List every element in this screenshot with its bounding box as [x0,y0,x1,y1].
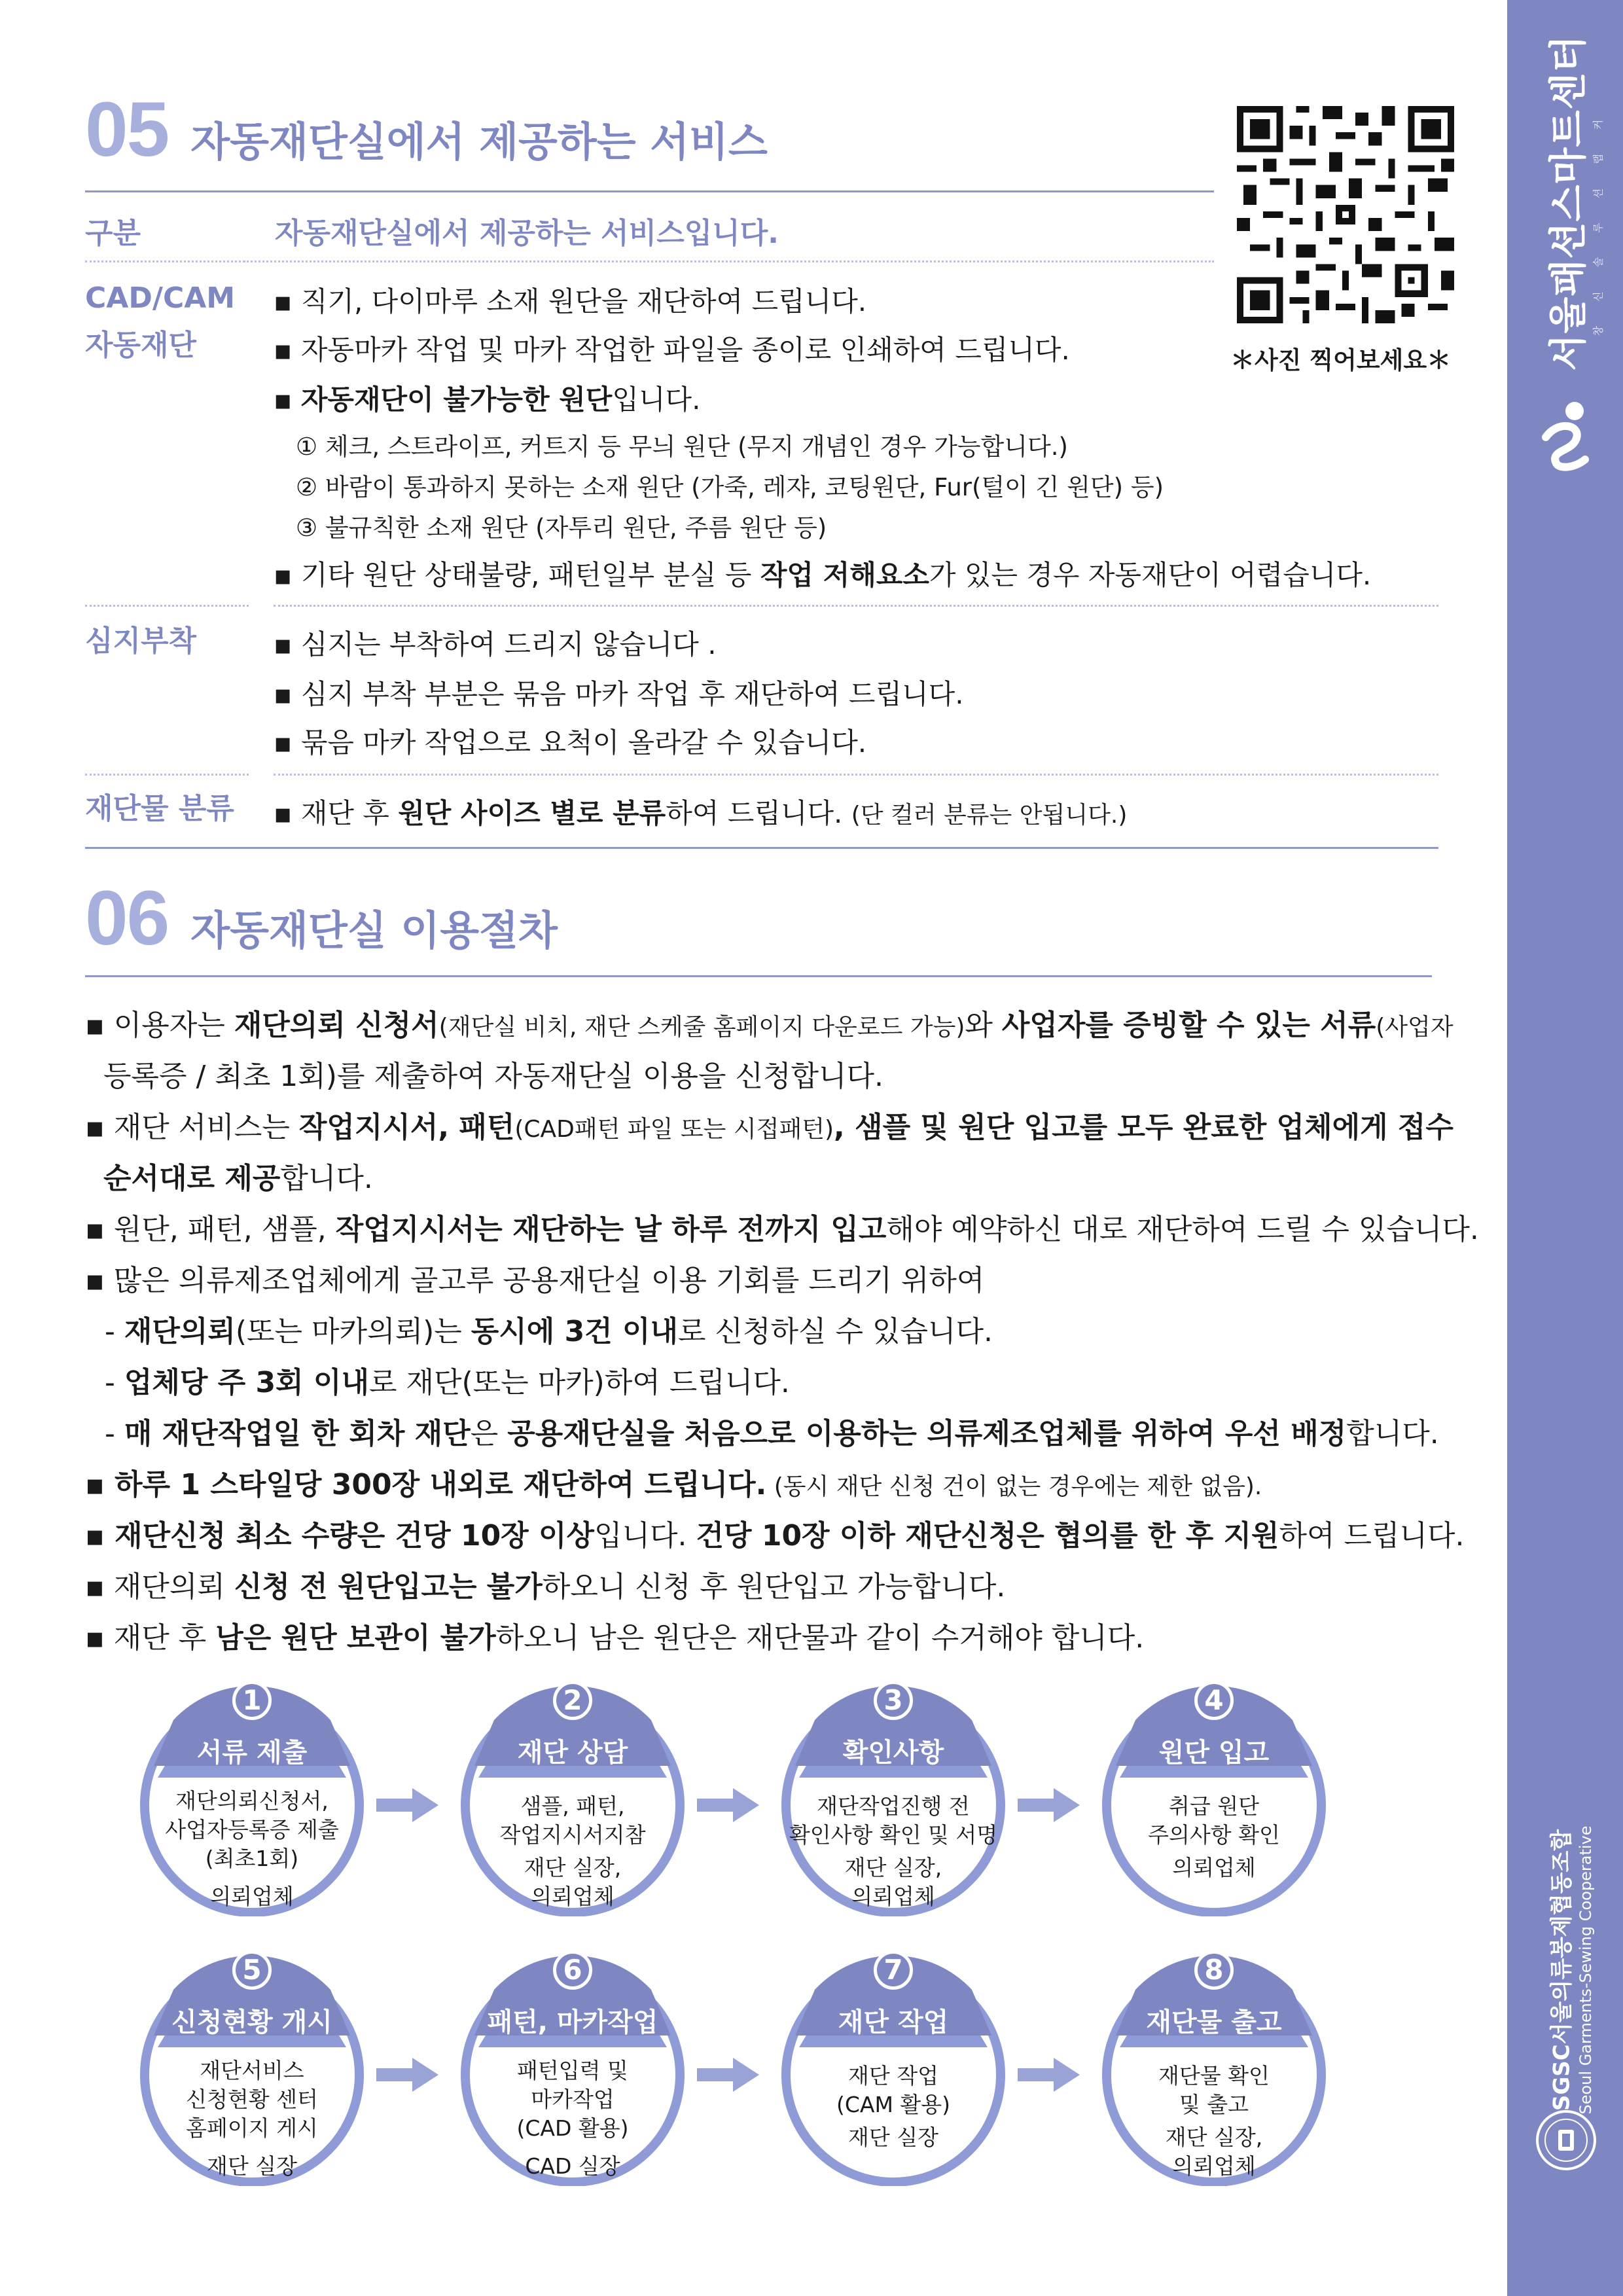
text: - [105,1366,124,1399]
text: ▪ 재단 서비스는 [85,1111,299,1144]
process-step [455,1950,690,2186]
process-step [1096,1681,1332,1916]
step-responsible: 재단 실장 [847,2125,938,2150]
text: 합니다. [1346,1417,1439,1450]
procedure-item-2 [85,1103,1454,1145]
arrow-right-icon [697,2055,762,2094]
step-responsible: 재단 실장, 의뢰업체 [524,1855,622,1909]
bold-text: ▪ 재단신청 최소 수량은 건당 10장 이상 [85,1519,595,1552]
process-step [776,1950,1011,2186]
section-06-heading: 자동재단실 이용절차 [190,906,558,954]
section-05-title [85,85,768,174]
procedure-item-1-cont: 등록증 / 최초 1회)를 제출하여 자동재단실 이용을 신청합니다. [103,1060,883,1093]
procedure-item-1 [85,1001,1454,1043]
category-label: 자동재단 [85,329,197,362]
text: 합니다. [280,1162,373,1195]
qr-caption: ＊사진 찍어보세요＊ [1230,346,1452,374]
qr-code-icon [1237,106,1454,323]
procedure-item-7 [85,1563,1005,1605]
section-06-title [85,874,558,963]
process-step [134,1681,370,1916]
text: ▪ 기타 원단 상태불량, 패턴일부 분실 등 [274,559,760,591]
text: - [105,1417,124,1450]
divider [85,260,249,262]
bold-text: ▪ 하루 1 스타일당 300장 내외로 재단하여 드립니다. [85,1468,767,1501]
step-description: 재단의뢰신청서, 사업자등록증 제출 (최초1회) [165,1788,339,1871]
bold-text: 사업자를 증빙할 수 있는 서류 [1001,1009,1376,1042]
bold-text: 건당 10장 이하 재단신청은 협의를 한 후 지원 [696,1519,1279,1552]
step-description: 패턴입력 및 마카작업 (CAD 활용) [516,2058,629,2141]
interfacing-line-1: ▪ 심지는 부착하여 드리지 않습니다 . [274,628,717,660]
center-subtitle: 창 신 솔 루 션 랩 커 [1592,109,1605,336]
category-label: CAD/CAM [85,281,236,315]
step-responsible: 재단 실장, 의뢰업체 [844,1855,942,1909]
step-responsible: 재단 실장, 의뢰업체 [1165,2125,1263,2179]
step-description: 재단 작업 (CAM 활용) [836,2063,951,2117]
step-description: 취급 원단 주의사항 확인 [1148,1793,1280,1848]
step-title: 재단 상담 [517,1738,628,1768]
text: - [105,1315,124,1348]
cad-line-4 [274,554,1371,593]
process-step [455,1681,690,1916]
bold-text: , [834,1111,855,1144]
cad-line-3: ▪ 자동재단이 불가능한 원단입니다. [274,384,701,416]
section-06-number: 06 [85,875,169,961]
bold-text: 작업지시서, 패턴 [298,1111,515,1144]
text: ▪ 재단 후 [274,797,399,829]
divider [243,260,1214,262]
procedure-item-4: ▪ 많은 의류제조업체에게 골고루 공용재단실 이용 기회를 드리기 위하여 [85,1264,985,1297]
interfacing-line-2: ▪ 심지 부착 부분은 묶음 마카 작업 후 재단하여 드립니다. [274,678,964,710]
sorting-line [274,792,1127,831]
step-responsible: 의뢰업체 [1172,1855,1256,1880]
text: 은 [470,1417,508,1450]
interfacing-line-3: ▪ 묶음 마카 작업으로 요척이 올라갈 수 있습니다. [274,726,867,759]
divider [274,774,1438,776]
arrow-right-icon [376,2055,442,2094]
divider [85,774,249,776]
divider [274,605,1438,607]
procedure-item-4-c [105,1410,1439,1452]
text: 해야 예약하신 대로 재단하여 드릴 수 있습니다. [886,1213,1479,1246]
text: 가 있는 경우 자동재단이 어렵습니다. [929,559,1372,591]
step-responsible: 의뢰업체 [210,1884,294,1909]
cad-sub-1: ① 체크, 스트라이프, 커트지 등 무늬 원단 (무지 개념인 경우 가능합니다.) [296,433,1068,461]
step-number: 4 [1194,1681,1234,1720]
procedure-item-5 [85,1461,1262,1503]
procedure-item-8 [85,1614,1144,1656]
step-description: 재단작업진행 전 확인사항 확인 및 서명 [789,1793,998,1848]
bold-text: 샘플 및 원단 입고를 모두 완료한 업체에게 접수 [855,1111,1454,1144]
text: 입니다. [594,1519,696,1552]
small-text: (사업자 [1376,1014,1454,1041]
arrow-right-icon [376,1785,442,1825]
text: 하오니 신청 후 원단입고 가능합니다. [542,1570,1006,1604]
step-number: 7 [874,1950,913,1990]
procedure-item-3 [85,1206,1479,1247]
coop-seal-icon [1533,2108,1599,2173]
step-responsible: 재단 실장 [206,2153,297,2179]
category-cad-cam [85,275,235,369]
bold-text: 업체당 주 3회 이내 [124,1366,369,1399]
bold-text: 작업 저해요소 [760,559,929,591]
section-06-rule [85,975,1432,977]
procedure-item-2-cont [103,1155,373,1196]
procedure-item-4-b [105,1359,790,1401]
text: 입니다. [612,384,701,416]
bold-text: 자동재단이 불가능한 원단 [300,384,613,416]
cad-line-1: ▪ 직기, 다이마루 소재 원단을 재단하여 드립니다. [274,285,867,317]
process-step [1096,1950,1332,2186]
text: ▪ 이용자는 [85,1009,234,1042]
category-interfacing: 심지부착 [85,624,197,658]
small-text: (단 컬러 분류는 안됩니다.) [851,802,1128,829]
step-number: 6 [553,1950,592,1990]
procedure-item-4-a [105,1308,993,1350]
coop-name-kr: SGSC서울의류봉제협동조합 [1548,1829,1575,2111]
step-number: 8 [1194,1950,1234,1990]
bold-text: 순서대로 제공 [103,1162,281,1195]
step-title: 확인사항 [842,1738,944,1768]
text: 하여 드립니다. [666,797,851,829]
category-sorting: 재단물 분류 [85,792,234,825]
text: 와 [965,1009,1002,1042]
text: 하여 드립니다. [1279,1519,1465,1552]
small-text: (동시 재단 신청 건이 없는 경우에는 제한 없음). [766,1473,1262,1500]
small-text: (CAD패턴 파일 또는 시접패턴) [514,1116,834,1143]
table-header-description: 자동재단실에서 제공하는 서비스입니다. [275,217,779,250]
section-05-bottom-rule [85,847,1438,849]
step-title: 재단물 출고 [1146,2007,1282,2037]
procedure-item-6 [85,1512,1465,1554]
bold-text: 매 재단작업일 한 회차 재단 [124,1417,471,1450]
step-responsible: CAD 실장 [525,2153,620,2179]
bold-text: 원단 사이즈 별로 분류 [398,797,666,829]
bold-text: 신청 전 원단입고는 불가 [234,1570,543,1604]
sidebar [1507,0,1623,2296]
coop-name-en: Seoul Garments-Sewing Cooperative [1577,1825,1595,2115]
bold-text: 재단의뢰 신청서 [234,1009,439,1042]
text: 로 재단(또는 마카)하여 드립니다. [368,1366,790,1399]
center-logo-icon [1537,399,1596,471]
step-description: 재단물 확인 및 출고 [1158,2063,1270,2117]
arrow-right-icon [1018,2055,1083,2094]
text: (또는 마카의뢰)는 [235,1315,471,1348]
bold-text: 작업지시서는 재단하는 날 하루 전까지 입고 [335,1213,887,1246]
step-title: 서류 제출 [196,1738,308,1768]
step-title: 패턴, 마카작업 [487,2007,658,2037]
center-name: 서울패션스마트센터 [1546,35,1590,371]
divider [85,605,249,607]
cad-line-2: ▪ 자동마카 작업 및 마카 작업한 파일을 종이로 인쇄하여 드립니다. [274,334,1070,366]
text: ▪ 원단, 패턴, 샘플, [85,1213,336,1246]
step-description: 재단서비스 신청현황 센터 홈페이지 게시 [186,2058,318,2141]
text: ▪ 재단의뢰 [85,1570,234,1604]
step-number: 1 [232,1681,272,1720]
text: 하오니 남은 원단은 재단물과 같이 수거해야 합니다. [495,1621,1145,1655]
section-05-heading: 자동재단실에서 제공하는 서비스 [190,118,768,166]
section-05-number: 05 [85,86,169,173]
step-title: 신청현황 개시 [171,2007,332,2037]
process-step [776,1681,1011,1916]
step-title: 원단 입고 [1158,1738,1270,1768]
bold-text: 공용재단실을 처음으로 이용하는 의류제조업체를 위하여 우선 배정 [507,1417,1347,1450]
section-05-rule [85,190,1214,192]
step-description: 샘플, 패턴, 작업지시서지참 [499,1793,646,1848]
cad-sub-3: ③ 불규칙한 소재 원단 (자투리 원단, 주름 원단 등) [296,514,827,542]
small-text: (재단실 비치, 재단 스케줄 홈페이지 다운로드 가능) [438,1014,965,1041]
step-title: 재단 작업 [838,2007,949,2037]
step-number: 5 [232,1950,272,1990]
arrow-right-icon [697,1785,762,1825]
cad-sub-2: ② 바람이 통과하지 못하는 소재 원단 (가죽, 레쟈, 코팅원단, Fur(털이 긴 원단) 등) [296,473,1164,501]
arrow-right-icon [1018,1785,1083,1825]
step-number: 3 [874,1681,913,1720]
bold-text: 재단의뢰 [124,1315,236,1348]
text: ▪ 재단 후 [85,1621,216,1655]
process-step [134,1950,370,2186]
table-header-category: 구분 [85,217,141,250]
step-number: 2 [553,1681,592,1720]
bold-text: 남은 원단 보관이 불가 [215,1621,496,1655]
text: 로 신청하실 수 있습니다. [678,1315,993,1348]
bold-text: 동시에 3건 이내 [471,1315,679,1348]
